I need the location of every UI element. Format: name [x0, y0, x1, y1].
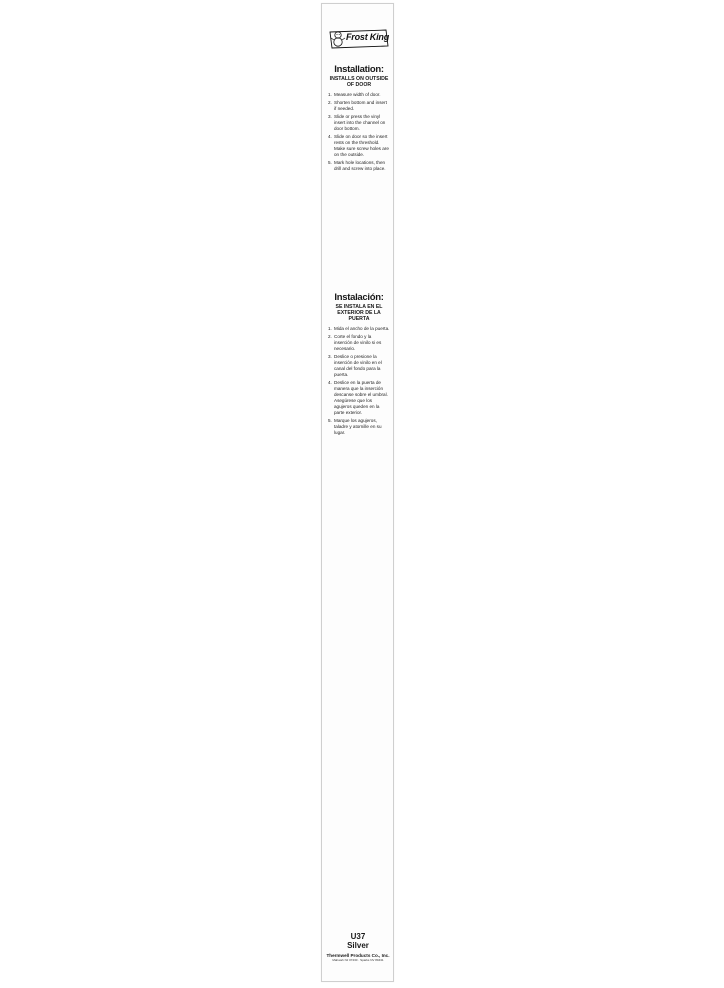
step-text: Slide or press the vinyl insert into the channel on door bottom. [334, 114, 386, 131]
step-number: 5. [328, 418, 332, 423]
step-text: Corte el fondo y la inserción de vinilo si es necesario. [334, 334, 382, 351]
step-number: 5. [328, 160, 332, 165]
english-steps-list [328, 92, 390, 172]
step-number: 2. [328, 100, 332, 105]
step-number: 1. [328, 92, 332, 97]
spanish-step-2 [328, 334, 390, 352]
step-text: Mida el ancho de la puerta. [334, 326, 390, 331]
step-number: 2. [328, 334, 332, 339]
step-number: 1. [328, 326, 332, 331]
product-code: U37 [350, 932, 366, 941]
english-step-3 [328, 114, 390, 132]
step-text: Deslice en la puerta de manera que la inserción descanse sobre el umbral. Asegúrese que los agujeros queden en la parte exterior. [334, 380, 388, 415]
english-step-4 [328, 134, 390, 158]
manufacturer-address: Mahwah NJ 07430 · Sparks NV 89431 [332, 958, 384, 962]
step-text: Slide on door so the insert rests on the threshold. Make sure screw holes are on the outside. [334, 134, 389, 157]
english-step-1 [328, 92, 390, 98]
manufacturer-name: Thermwell Products Co., Inc. [326, 953, 390, 958]
product-label-strip [321, 3, 394, 982]
english-subtitle: INSTALLS ON OUTSIDE OF DOOR [329, 76, 389, 88]
brand-logo [328, 28, 390, 50]
english-instructions [328, 64, 390, 174]
step-text: Shorten bottom and insert if needed. [334, 100, 387, 111]
spanish-instructions [328, 292, 390, 438]
brand-name: Frost King [346, 32, 389, 42]
spanish-step-1 [328, 326, 390, 332]
spanish-title: Instalación: [334, 292, 384, 303]
english-title: Installation: [334, 64, 384, 75]
step-number: 4. [328, 134, 332, 139]
product-footer [326, 932, 390, 962]
step-number: 3. [328, 354, 332, 359]
spanish-steps-list [328, 326, 390, 436]
product-color: Silver [347, 941, 369, 950]
english-step-2 [328, 100, 390, 112]
spanish-step-4 [328, 380, 390, 416]
step-number: 3. [328, 114, 332, 119]
step-text: Deslice o presione la inserción de vinilo en el canal del fondo para la puerta. [334, 354, 382, 377]
spanish-subtitle: SE INSTALA EN EL EXTERIOR DE LA PUERTA [335, 304, 383, 322]
spanish-step-5 [328, 418, 390, 436]
step-number: 4. [328, 380, 332, 385]
spanish-step-3 [328, 354, 390, 378]
english-step-5 [328, 160, 390, 172]
step-text: Marque los agujeros, taladre y atornille en su lugar. [334, 418, 382, 435]
step-text: Measure width of door. [334, 92, 381, 97]
step-text: Mark hole locations, then drill and screw into place. [334, 160, 386, 171]
